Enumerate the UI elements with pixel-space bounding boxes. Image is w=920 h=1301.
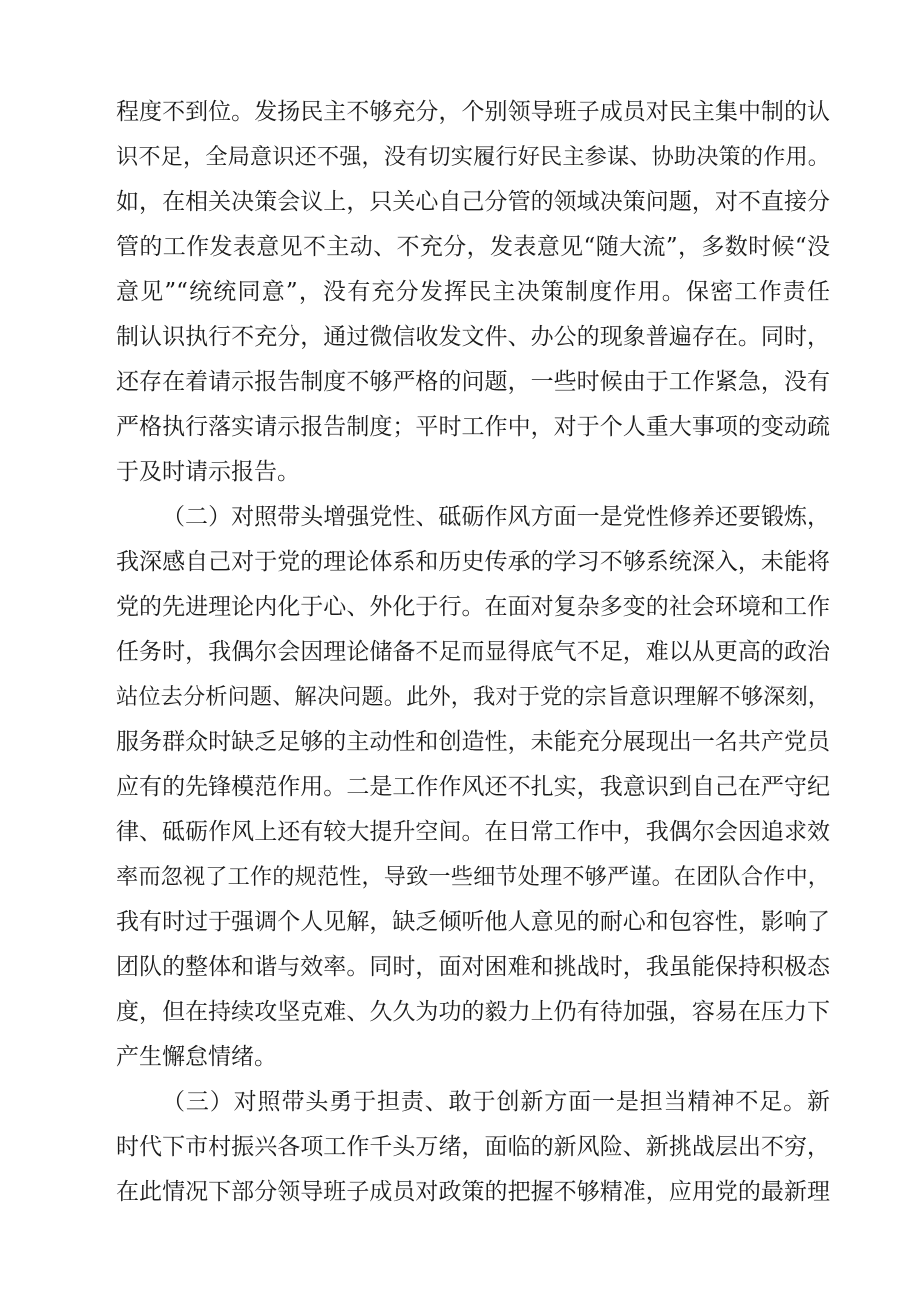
text-line: 在此情况下部分领导班子成员对政策的把握不够精准，应用党的最新理 [116,1179,830,1205]
text-line: 律、砥砺作风上还有较大提升空间。在日常工作中，我偶尔会因追求效 [116,819,830,845]
text-line: 任务时，我偶尔会因理论储备不足而显得底气不足，难以从更高的政治 [116,639,830,665]
text-line: 我有时过于强调个人见解，缺乏倾听他人意见的耐心和包容性，影响了 [116,909,830,935]
text-line: 度，但在持续攻坚克难、久久为功的毅力上仍有待加强，容易在压力下 [116,999,830,1025]
section-heading-line: （三）对照带头勇于担责、敢于创新方面一是担当精神不足。新 [162,1089,830,1115]
text-line: 管的工作发表意见不主动、不充分，发表意见“随大流”，多数时候“没 [116,234,830,260]
text-line: 程度不到位。发扬民主不够充分，个别领导班子成员对民主集中制的认 [116,99,830,125]
text-line: 我深感自己对于党的理论体系和历史传承的学习不够系统深入，未能将 [116,549,830,575]
text-line: 应有的先锋模范作用。二是工作作风还不扎实，我意识到自己在严守纪 [116,774,830,800]
text-line: 站位去分析问题、解决问题。此外，我对于党的宗旨意识理解不够深刻， [116,684,830,710]
text-line: 如，在相关决策会议上，只关心自己分管的领域决策问题，对不直接分 [116,189,830,215]
text-line: 还存在着请示报告制度不够严格的问题，一些时候由于工作紧急，没有 [116,369,830,395]
section-heading-line: （二）对照带头增强党性、砥砺作风方面一是党性修养还要锻炼， [162,504,830,530]
text-line: 严格执行落实请示报告制度；平时工作中，对于个人重大事项的变动疏 [116,414,830,440]
text-line: 于及时请示报告。 [116,459,300,485]
text-line: 产生懈怠情绪。 [116,1044,277,1070]
text-line: 制认识执行不充分，通过微信收发文件、办公的现象普遍存在。同时， [116,324,830,350]
text-line: 服务群众时缺乏足够的主动性和创造性，未能充分展现出一名共产党员 [116,729,830,755]
text-line: 团队的整体和谐与效率。同时，面对困难和挑战时，我虽能保持积极态 [116,954,830,980]
text-line: 党的先进理论内化于心、外化于行。在面对复杂多变的社会环境和工作 [116,594,830,620]
text-line: 意见”“统统同意”，没有充分发挥民主决策制度作用。保密工作责任 [116,279,830,305]
text-line: 识不足，全局意识还不强，没有切实履行好民主参谋、协助决策的作用。 [116,144,830,170]
text-line: 率而忽视了工作的规范性，导致一些细节处理不够严谨。在团队合作中， [116,864,830,890]
text-line: 时代下市村振兴各项工作千头万绪，面临的新风险、新挑战层出不穷， [116,1134,830,1160]
